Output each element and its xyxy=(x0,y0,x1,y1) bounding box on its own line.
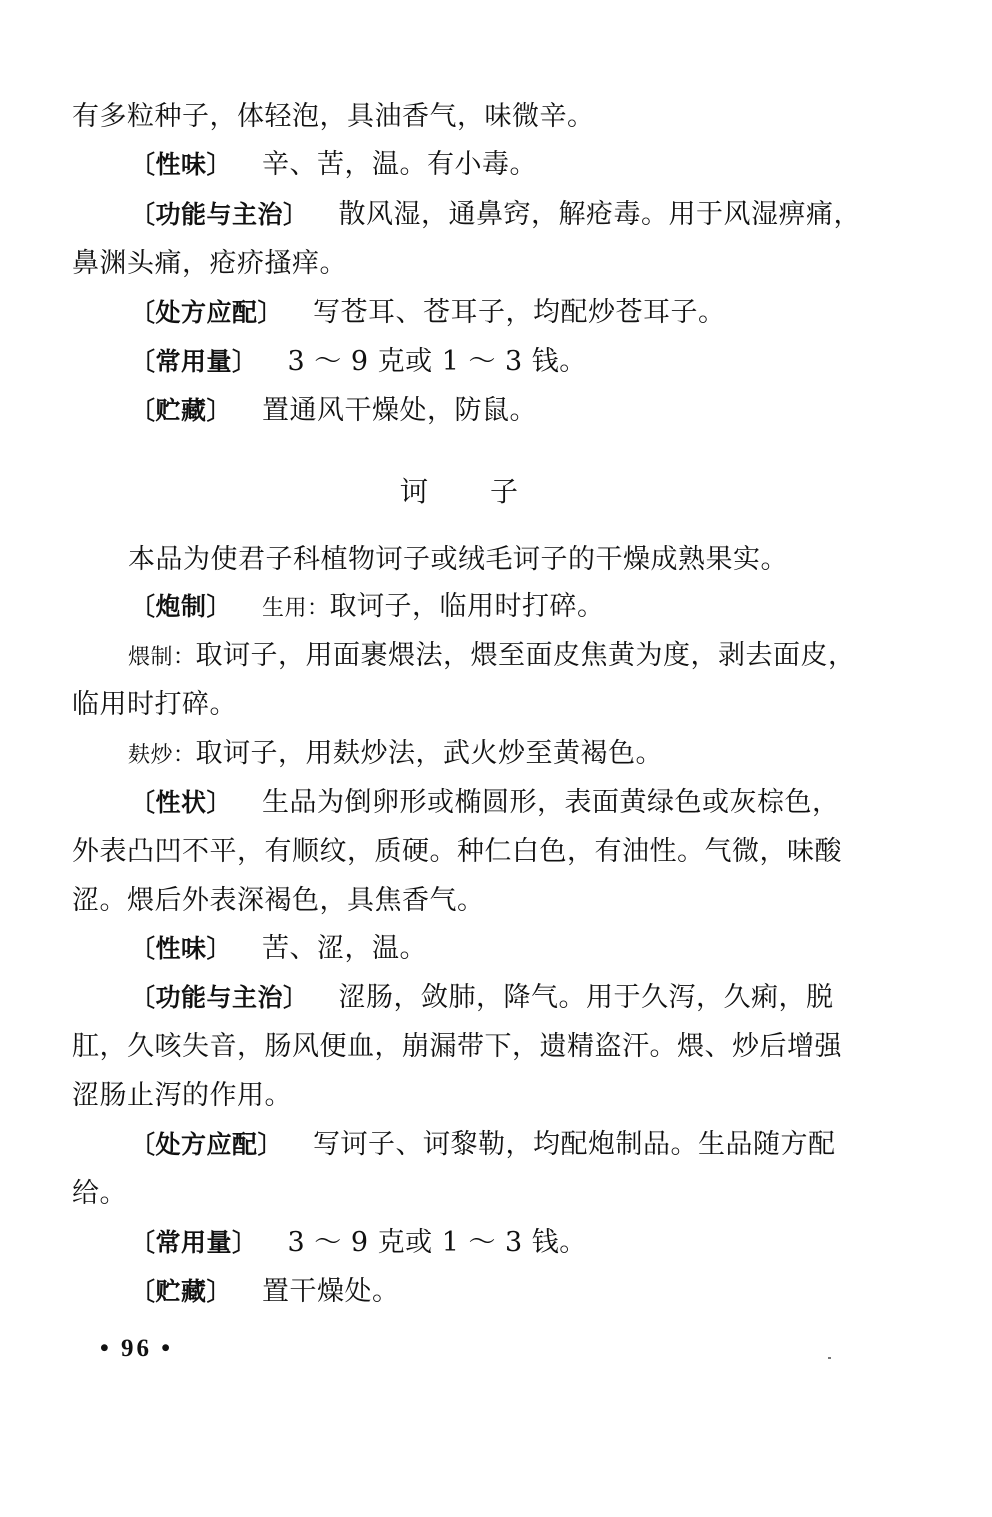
zhucang-text: 置通风干燥处，防鼠。 xyxy=(262,395,538,426)
gongneng-text-cont: 肛，久咳失音，肠风便血，崩漏带下，遗精盗汗。煨、炒后增强 xyxy=(72,1031,842,1062)
entry-title: 诃子 xyxy=(400,475,581,508)
yongliang-row xyxy=(130,1226,587,1260)
gongneng-text: 涩肠，敛肺，降气。用于久泻，久痢，脱 xyxy=(338,982,834,1013)
text-line xyxy=(72,884,485,918)
text-line xyxy=(72,1079,292,1113)
chufang-row xyxy=(130,1128,836,1162)
fuchao-text: 取诃子，用麸炒法，武火炒至黄褐色。 xyxy=(195,738,664,769)
fuchao-label: 麸炒： xyxy=(128,743,196,768)
gongneng-text-cont: 鼻渊头痛，疮疥搔痒。 xyxy=(72,248,347,279)
paozhi-row xyxy=(130,590,605,626)
chufang-text: 写苍耳、苍耳子，均配炒苍耳子。 xyxy=(313,297,726,328)
gongneng-row xyxy=(130,198,861,232)
intro-line xyxy=(128,543,788,577)
body-text: 有多粒种子，体轻泡，具油香气，味微辛。 xyxy=(72,101,595,132)
gongneng-text: 散风湿，通鼻窍，解疮毒。用于风湿痹痛， xyxy=(338,199,862,230)
xingzhuang-row xyxy=(130,786,840,820)
text-line xyxy=(72,835,842,869)
page-number: • 96 • xyxy=(100,1335,174,1362)
text-line xyxy=(72,100,595,134)
weizhi-label: 煨制： xyxy=(128,645,196,670)
yongliang-text: 3 ～ 9 克或 1 ～ 3 钱。 xyxy=(287,1227,587,1258)
xingzhuang-term: 〔性状〕 xyxy=(130,788,233,817)
fuchao-row xyxy=(128,737,663,773)
chufang-row xyxy=(130,296,726,330)
text-line xyxy=(72,1177,127,1211)
weizhi-text-cont: 临用时打碎。 xyxy=(72,689,237,720)
paozhi-term: 〔炮制〕 xyxy=(130,592,233,621)
gongneng-term: 〔功能与主治〕 xyxy=(130,200,309,229)
yongliang-row xyxy=(130,345,587,379)
xingwei-text: 苦、涩，温。 xyxy=(262,933,428,964)
zhucang-term: 〔贮藏〕 xyxy=(130,1277,233,1306)
zhucang-term: 〔贮藏〕 xyxy=(130,396,233,425)
xingzhuang-text-cont2: 涩。煨后外表深褐色，具焦香气。 xyxy=(72,885,485,916)
zhucang-text: 置干燥处。 xyxy=(262,1276,400,1307)
weizhi-text: 取诃子，用面裹煨法，煨至面皮焦黄为度，剥去面皮， xyxy=(195,640,856,671)
xingzhuang-text-cont: 外表凸凹不平，有顺纹，质硬。种仁白色，有油性。气微，味酸 xyxy=(72,836,842,867)
paozhi-text: 取诃子，临用时打碎。 xyxy=(329,591,605,622)
gongneng-row xyxy=(130,981,834,1015)
zhucang-row xyxy=(130,1275,400,1309)
weizhi-row xyxy=(128,639,856,675)
paozhi-label: 生用： xyxy=(262,596,330,621)
xingwei-row xyxy=(130,932,427,966)
xingwei-row xyxy=(130,148,537,182)
text-line xyxy=(72,247,347,281)
chufang-term: 〔处方应配〕 xyxy=(130,1130,284,1159)
chufang-term: 〔处方应配〕 xyxy=(130,298,284,327)
gongneng-text-cont2: 涩肠止泻的作用。 xyxy=(72,1080,292,1111)
xingwei-term: 〔性味〕 xyxy=(130,150,233,179)
yongliang-term: 〔常用量〕 xyxy=(130,347,258,376)
text-line xyxy=(72,1030,842,1064)
gongneng-term: 〔功能与主治〕 xyxy=(130,983,309,1012)
chufang-text: 写诃子、诃黎勒，均配炮制品。生品随方配 xyxy=(313,1129,836,1160)
xingzhuang-text: 生品为倒卵形或椭圆形，表面黄绿色或灰棕色， xyxy=(262,787,840,818)
xingwei-text: 辛、苦，温。有小毒。 xyxy=(262,149,538,180)
zhucang-row xyxy=(130,394,537,428)
intro-text: 本品为使君子科植物诃子或绒毛诃子的干燥成熟果实。 xyxy=(128,544,788,575)
yongliang-text: 3 ～ 9 克或 1 ～ 3 钱。 xyxy=(287,346,587,377)
text-line xyxy=(72,688,237,722)
chufang-text-cont: 给。 xyxy=(72,1178,127,1209)
yongliang-term: 〔常用量〕 xyxy=(130,1228,258,1257)
xingwei-term: 〔性味〕 xyxy=(130,934,233,963)
scan-speck xyxy=(828,1357,831,1359)
